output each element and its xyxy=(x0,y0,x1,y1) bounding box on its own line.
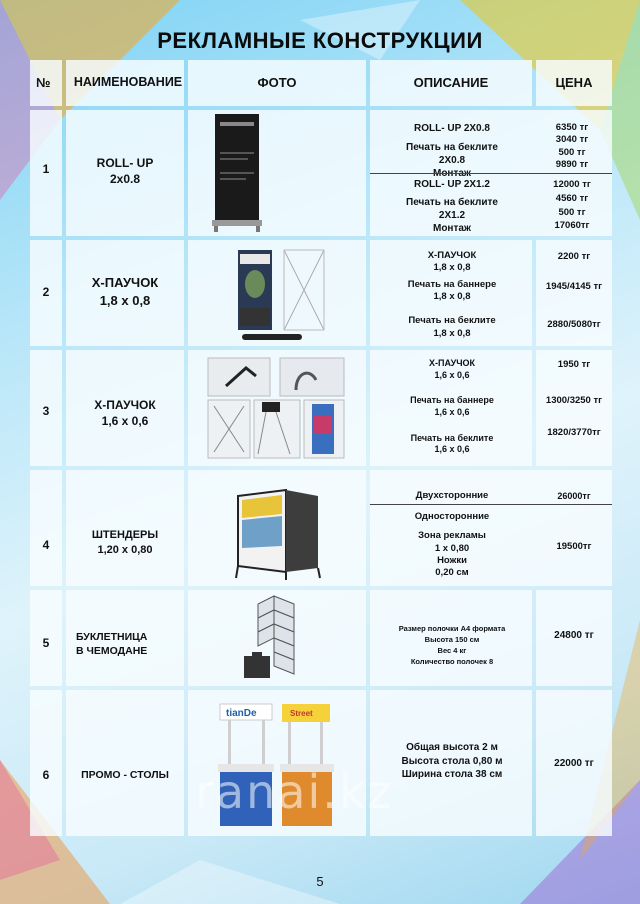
row-4-price-a: 26000тг xyxy=(557,491,591,501)
row-2-price-3: 2880/5080тг xyxy=(547,319,601,330)
row-2-price-1: 2200 тг xyxy=(557,251,591,262)
header-price: ЦЕНА xyxy=(555,75,593,90)
watermark: ranai.kz xyxy=(195,765,394,819)
row-1-name: ROLL- UP 2x0.8 xyxy=(96,156,154,187)
row-6-desc: Общая высота 2 м Высота стола 0,80 м Ширина стола 38 см xyxy=(401,742,503,780)
x-banner-large-photo xyxy=(228,246,328,344)
row-6-name: ПРОМО - СТОЛЫ xyxy=(81,769,169,781)
row-5-price: 24800 тг xyxy=(554,630,594,641)
row-4-number: 4 xyxy=(42,538,50,552)
row-4-divider xyxy=(370,504,612,505)
row-3-number: 3 xyxy=(42,404,50,418)
row-5-desc: Размер полочки А4 формата Высота 150 см Вес 4 кг Количество полочек 8 xyxy=(398,624,506,666)
row-4-desc-a: Двухсторонние xyxy=(415,490,489,501)
row-5-number: 5 xyxy=(42,636,50,650)
row-4-desc-b: Односторонние Зона рекламы 1 x 0,80 Ножки 0,20 см xyxy=(414,511,490,579)
page-title: РЕКЛАМНЫЕ КОНСТРУКЦИИ xyxy=(157,28,483,53)
row-3-name: X-ПАУЧОК 1,6 x 0,6 xyxy=(94,398,156,429)
row-4-name: ШТЕНДЕРЫ 1,20 x 0,80 xyxy=(91,529,159,556)
row-1-desc-a: ROLL- UP 2X0.8 Печать на беклите 2X0.8 xyxy=(406,123,498,166)
row-6-price: 22000 тг xyxy=(554,758,594,769)
row-1-divider xyxy=(370,173,612,174)
row-1-desc-b: ROLL- UP 2X1.2 Печать на беклите 2X1.2 Монтаж xyxy=(406,179,498,234)
header-name: НАИМЕНОВАНИЕ xyxy=(73,75,183,89)
row-3-price-3: 1820/3770тг xyxy=(547,427,601,438)
roll-up-photo xyxy=(212,112,262,236)
row-4-price-b: 19500тг xyxy=(556,541,592,552)
row-2-desc: X-ПАУЧОК 1,8 x 0,8 Печать на баннере 1,8 x 0,8 Печать на беклите 1,8 x 0,8 xyxy=(407,250,497,339)
row-3-desc: X-ПАУЧОК 1,6 x 0,6 Печать на баннере 1,6 x 0,6 Печать на беклите 1,6 x 0,6 xyxy=(410,358,494,455)
svg-text:tianDe: tianDe xyxy=(226,708,257,719)
row-4-num-cell xyxy=(30,470,62,586)
row-1-number: 1 xyxy=(42,162,50,176)
row-2-price-2: 1945/4145 тг xyxy=(545,281,603,292)
row-2-name: X-ПАУЧОК 1,8 x 0,8 xyxy=(91,275,159,308)
header-desc: ОПИСАНИЕ xyxy=(413,75,489,90)
svg-text:Street: Street xyxy=(290,709,313,718)
brochure-stand-photo xyxy=(240,592,310,686)
header-num: № xyxy=(36,75,51,90)
row-6-name-cell xyxy=(66,690,184,836)
row-2-number: 2 xyxy=(42,285,50,299)
row-3-price-2: 1300/3250 тг xyxy=(545,395,603,406)
row-3-price-1: 1950 тг xyxy=(557,359,591,370)
row-5-name: БУКЛЕТНИЦА В ЧЕМОДАНЕ xyxy=(76,631,148,658)
header-photo: ФОТО xyxy=(257,75,297,90)
sandwich-board-photo xyxy=(232,486,322,582)
row-1-price-b: 12000 тг 4560 тг 500 тг 17060тг xyxy=(553,179,591,232)
row-1-price-a: 6350 тг 3040 тг 500 тг 9890 тг xyxy=(555,122,589,171)
row-6-num-cell xyxy=(30,690,62,836)
row-6-number: 6 xyxy=(42,768,50,782)
x-banner-small-photos xyxy=(206,356,346,460)
page-number: 5 xyxy=(316,874,324,889)
